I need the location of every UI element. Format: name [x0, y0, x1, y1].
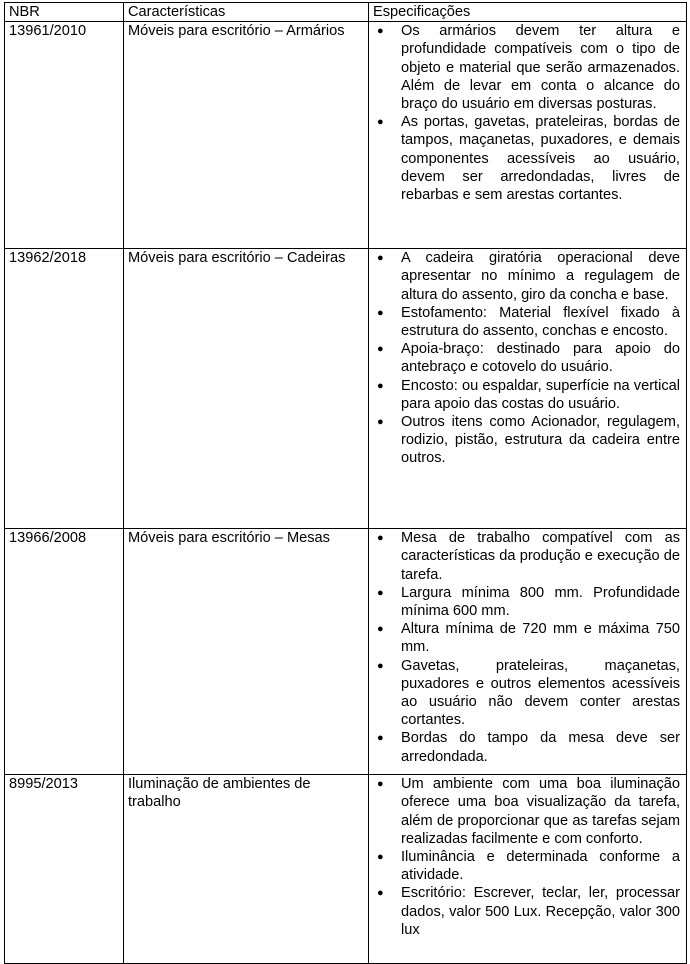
spec-list	[373, 775, 682, 939]
bullet-icon: ●	[377, 532, 384, 545]
bullet-icon: ●	[377, 659, 384, 672]
spec-text: Outros itens como Acionador, regulagem, rodizio, pistão, estrutura da cadeira entre outros.	[401, 414, 680, 467]
bullet-icon: ●	[377, 851, 384, 864]
bullet-icon: ●	[377, 732, 384, 745]
spec-item	[373, 884, 682, 939]
spec-text: Gavetas, prateleiras, maçanetas, puxadores e outros elementos acessíveis ao usuário não devem conter arestas cortantes.	[401, 657, 680, 729]
nbr-table	[4, 2, 687, 964]
header-caracteristicas: Características	[124, 3, 369, 22]
table-row	[5, 249, 687, 529]
spec-text: Bordas do tampo da mesa deve ser arredondada.	[401, 730, 680, 765]
header-row	[5, 3, 687, 22]
spec-item	[373, 304, 682, 340]
spec-text: Escritório: Escrever, teclar, ler, processar dados, valor 500 Lux. Recepção, valor 300 lux	[401, 885, 680, 938]
spec-item	[373, 340, 682, 376]
bullet-icon: ●	[377, 116, 384, 129]
spec-text: Mesa de trabalho compatível com as características da produção e execução de tarefa.	[401, 530, 680, 583]
caracteristica-cell: Iluminação de ambientes de trabalho	[124, 775, 369, 964]
spec-item	[373, 113, 682, 204]
spec-text: Apoia-braço: destinado para apoio do antebraço e cotovelo do usuário.	[401, 341, 680, 376]
spec-text: Iluminância e determinada conforme a atividade.	[401, 849, 680, 884]
especificacoes-cell	[369, 249, 687, 529]
bullet-icon: ●	[377, 252, 384, 265]
header-nbr: NBR	[5, 3, 124, 22]
especificacoes-cell	[369, 775, 687, 964]
bullet-icon: ●	[377, 778, 384, 791]
nbr-cell: 13962/2018	[5, 249, 124, 529]
spec-item	[373, 22, 682, 113]
spec-list	[373, 22, 682, 204]
nbr-cell: 13966/2008	[5, 529, 124, 775]
table-row	[5, 775, 687, 964]
nbr-cell: 8995/2013	[5, 775, 124, 964]
bullet-icon: ●	[377, 887, 384, 900]
especificacoes-cell	[369, 22, 687, 249]
spec-text: Encosto: ou espaldar, superfície na vertical para apoio das costas do usuário.	[401, 377, 680, 412]
bullet-icon: ●	[377, 379, 384, 392]
bullet-icon: ●	[377, 586, 384, 599]
bullet-icon: ●	[377, 623, 384, 636]
spec-list	[373, 529, 682, 766]
especificacoes-cell	[369, 529, 687, 775]
spec-item	[373, 848, 682, 884]
nbr-cell: 13961/2010	[5, 22, 124, 249]
spec-item	[373, 620, 682, 656]
caracteristica-cell: Móveis para escritório – Armários	[124, 22, 369, 249]
table-row	[5, 529, 687, 775]
caracteristica-cell: Móveis para escritório – Mesas	[124, 529, 369, 775]
spec-item	[373, 657, 682, 730]
spec-text: As portas, gavetas, prateleiras, bordas de tampos, maçanetas, puxadores, e demais componentes acessíveis ao usuário, devem ser arredondadas, livres de rebarbas e sem arestas cortantes.	[401, 114, 680, 204]
spec-item	[373, 249, 682, 304]
spec-text: Um ambiente com uma boa iluminação oferece uma boa visualização da tarefa, além de proporcionar que as tarefas sejam realizadas facilmente e com conforto.	[401, 776, 680, 847]
bullet-icon: ●	[377, 416, 384, 429]
bullet-icon: ●	[377, 25, 384, 38]
spec-text: A cadeira giratória operacional deve apresentar no mínimo a regulagem de altura do assento, giro da concha e base.	[401, 250, 680, 303]
spec-item	[373, 377, 682, 413]
spec-item	[373, 529, 682, 584]
bullet-icon: ●	[377, 306, 384, 319]
spec-text: Largura mínima 800 mm. Profundidade mínima 600 mm.	[401, 584, 680, 620]
spec-item	[373, 729, 682, 765]
spec-list	[373, 249, 682, 467]
spec-text: Estofamento: Material flexível fixado à estrutura do assento, conchas e encosto.	[401, 304, 680, 340]
spec-item	[373, 775, 682, 848]
bullet-icon: ●	[377, 343, 384, 356]
spec-text: Altura mínima de 720 mm e máxima 750 mm.	[401, 621, 680, 656]
spec-item	[373, 584, 682, 620]
spec-item	[373, 413, 682, 468]
header-especificacoes: Especificações	[369, 3, 687, 22]
table-row	[5, 22, 687, 249]
spec-text: Os armários devem ter altura e profundidade compatíveis com o tipo de objeto e material que serão armazenados. Além de levar em conta o alcance do braço do usuário em diversas posturas.	[401, 23, 680, 113]
caracteristica-cell: Móveis para escritório – Cadeiras	[124, 249, 369, 529]
